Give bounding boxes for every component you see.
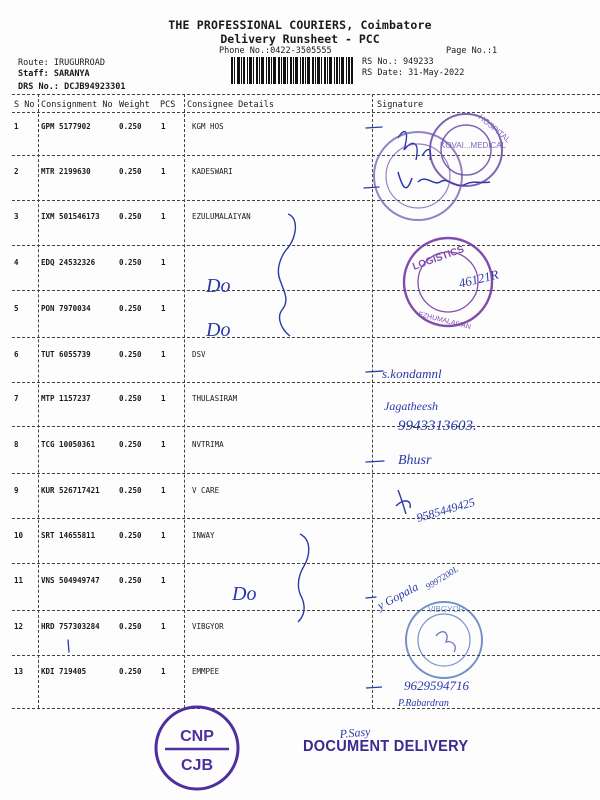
row-separator — [12, 426, 600, 427]
hospital-stamp — [430, 113, 513, 186]
pen-dash — [366, 371, 383, 372]
consignment-cell: HRD 757303284 — [41, 622, 100, 631]
consignment-cell: MTP 1157237 — [41, 394, 91, 403]
pcs-cell: 1 — [161, 350, 166, 359]
sno-cell: 13 — [14, 667, 24, 676]
pcs-cell: 1 — [161, 576, 166, 585]
stamp-text: KOVAI...MEDICAL — [440, 141, 507, 150]
consignee-cell: NVTRIMA — [192, 440, 224, 449]
company-title: THE PROFESSIONAL COURIERS, Coimbatore — [168, 18, 432, 32]
consignee-cell: EZULUMALAIYAN — [192, 212, 251, 221]
weight-cell: 0.250 — [119, 122, 142, 131]
consignment-cell: EDQ 24532326 — [41, 258, 96, 267]
rs-no-label: RS No.: — [362, 57, 398, 67]
consignee-cell: INWAY — [192, 531, 215, 540]
sno-cell: 9 — [14, 486, 19, 495]
sno-cell: 2 — [14, 167, 19, 176]
row-separator — [12, 610, 600, 611]
rs-date-value: 31-May-2022 — [408, 68, 465, 78]
row-separator — [12, 245, 600, 246]
signature-scribble — [396, 490, 410, 514]
weight-cell: 0.250 — [119, 667, 142, 676]
rs-no-line — [362, 57, 434, 67]
consignment-cell: GPM 5177902 — [41, 122, 91, 131]
pcs-cell: 1 — [161, 122, 166, 131]
weight-cell: 0.250 — [119, 486, 142, 495]
pen-dash — [366, 461, 384, 462]
header-weight: Weight — [119, 100, 150, 110]
weight-cell: 0.250 — [119, 394, 142, 403]
pcs-cell: 1 — [161, 440, 166, 449]
footer-signature: P.Sasy — [339, 724, 371, 741]
pcs-cell: 1 — [161, 258, 166, 267]
header-bottom-rule — [12, 112, 600, 113]
pcs-cell: 1 — [161, 394, 166, 403]
runsheet-subtitle: Delivery Runsheet - PCC — [220, 32, 380, 46]
consignment-cell: TUT 6055739 — [41, 350, 91, 359]
pcs-cell: 1 — [161, 531, 166, 540]
staff-line — [18, 69, 90, 79]
pen-dash — [366, 687, 382, 688]
pcs-cell: 1 — [161, 167, 166, 176]
pcs-cell: 1 — [161, 212, 166, 221]
header-signature: Signature — [377, 100, 424, 110]
consignment-cell: KDI 719405 — [41, 667, 87, 676]
ditto-brace — [278, 214, 295, 336]
phone-number: Phone No.:0422-3505555 — [219, 46, 332, 56]
cnp-stamp — [156, 707, 238, 789]
consignment-cell: IXM 501546173 — [41, 212, 100, 221]
ditto-mark: Do — [206, 275, 231, 297]
rs-date-label: RS Date: — [362, 68, 403, 78]
consignee-cell: KADESWARI — [192, 167, 233, 176]
handwritten-phone: 9943313603. — [398, 418, 477, 434]
handwritten-signature: P.Rabardran — [398, 698, 449, 709]
pen-dash — [366, 127, 382, 128]
row-separator — [12, 708, 600, 709]
consignee-cell: V CARE — [192, 486, 220, 495]
pen-dash — [366, 597, 376, 598]
sno-cell: 5 — [14, 304, 19, 313]
drs-label: DRS No.: — [18, 82, 59, 92]
handwritten-signature: Bhusr — [398, 453, 432, 468]
sno-cell: 12 — [14, 622, 24, 631]
logistics-stamp — [404, 238, 492, 331]
sno-cell: 6 — [14, 350, 19, 359]
rs-no-value: 949233 — [402, 57, 434, 67]
weight-cell: 0.250 — [119, 576, 142, 585]
ditto-mark: Do — [232, 583, 257, 605]
sno-cell: 7 — [14, 394, 19, 403]
drs-value: DCJB94923301 — [64, 82, 126, 92]
consignment-cell: MTR 2199630 — [41, 167, 91, 176]
header-consignee: Consignee Details — [187, 100, 274, 110]
col-divider — [38, 94, 39, 708]
route-value: IRUGURROAD — [53, 58, 106, 68]
header-sno: S No — [14, 100, 35, 110]
route-line — [18, 58, 105, 68]
weight-cell: 0.250 — [119, 167, 142, 176]
row-separator — [12, 382, 600, 383]
consignment-cell: KUR 526717421 — [41, 486, 100, 495]
consignment-cell: TCG 10050361 — [41, 440, 96, 449]
consignee-cell: VIBGYOR — [192, 622, 224, 631]
staff-value: SARANYA — [53, 69, 90, 79]
row-separator — [12, 200, 600, 201]
barcode — [231, 57, 353, 84]
drs-line — [18, 82, 126, 92]
consignee-cell: KGM HOS — [192, 122, 224, 131]
handwritten-name: Jagatheesh — [384, 399, 438, 413]
row-separator — [12, 473, 600, 474]
weight-cell: 0.250 — [119, 212, 142, 221]
header-pcs: PCS — [160, 100, 176, 110]
handwritten-phone: 9629594716 — [404, 678, 469, 693]
consignment-cell: PON 7970034 — [41, 304, 91, 313]
route-label: Route: — [18, 58, 49, 68]
pen-tick — [68, 640, 69, 652]
ditto-mark: Do — [206, 319, 231, 341]
signature-scribble — [398, 172, 490, 188]
pcs-cell: 1 — [161, 304, 166, 313]
stamp-text: VIBGYOR — [428, 605, 465, 614]
weight-cell: 0.250 — [119, 258, 142, 267]
consignee-cell: DSV — [192, 350, 206, 359]
sno-cell: 3 — [14, 212, 19, 221]
stamp-text: HOSPITAL — [476, 112, 513, 145]
handwritten-number: 46121R — [457, 266, 500, 291]
sno-cell: 1 — [14, 122, 19, 131]
col-divider — [184, 94, 185, 708]
weight-cell: 0.250 — [119, 350, 142, 359]
row-separator — [12, 337, 600, 338]
page-number: Page No.:1 — [446, 46, 498, 56]
ditto-brace — [298, 534, 309, 622]
handwritten-phone: 9585449425 — [414, 494, 477, 525]
kovai-stamp — [374, 132, 462, 220]
stamp-text: LOGISTICS — [411, 244, 466, 273]
pcs-cell: 1 — [161, 667, 166, 676]
pcs-cell: 1 — [161, 486, 166, 495]
handwritten-signature: s.kondamnl — [382, 366, 442, 381]
pcs-cell: 1 — [161, 622, 166, 631]
header-top-rule — [12, 94, 600, 95]
weight-cell: 0.250 — [119, 531, 142, 540]
handwritten-number: 9997200L — [423, 563, 461, 592]
row-separator — [12, 155, 600, 156]
sno-cell: 4 — [14, 258, 19, 267]
row-separator — [12, 655, 600, 656]
row-separator — [12, 518, 600, 519]
col-divider — [372, 94, 373, 708]
consignee-cell: EMMPEE — [192, 667, 220, 676]
consignment-cell: SRT 14655811 — [41, 531, 96, 540]
sno-cell: 10 — [14, 531, 24, 540]
document-delivery-stamp: DOCUMENT DELIVERY — [303, 738, 469, 755]
stamp-text: CNP — [180, 728, 214, 745]
rs-date-line — [362, 68, 464, 78]
stamp-text: CJB — [180, 757, 214, 774]
weight-cell: 0.250 — [119, 440, 142, 449]
row-separator — [12, 290, 600, 291]
row-separator — [12, 563, 600, 564]
consignee-cell: THULASIRAM — [192, 394, 238, 403]
consignment-cell: VNS 504949747 — [41, 576, 100, 585]
header-consignment: Consignment No — [41, 100, 113, 110]
stamp-text: EZHUMALAIYAN — [417, 311, 472, 331]
staff-label: Staff: — [18, 69, 49, 79]
weight-cell: 0.250 — [119, 622, 142, 631]
weight-cell: 0.250 — [119, 304, 142, 313]
sno-cell: 11 — [14, 576, 24, 585]
sno-cell: 8 — [14, 440, 19, 449]
vibgyor-stamp — [406, 602, 482, 678]
handwritten-signature: y Gopala — [374, 579, 421, 613]
